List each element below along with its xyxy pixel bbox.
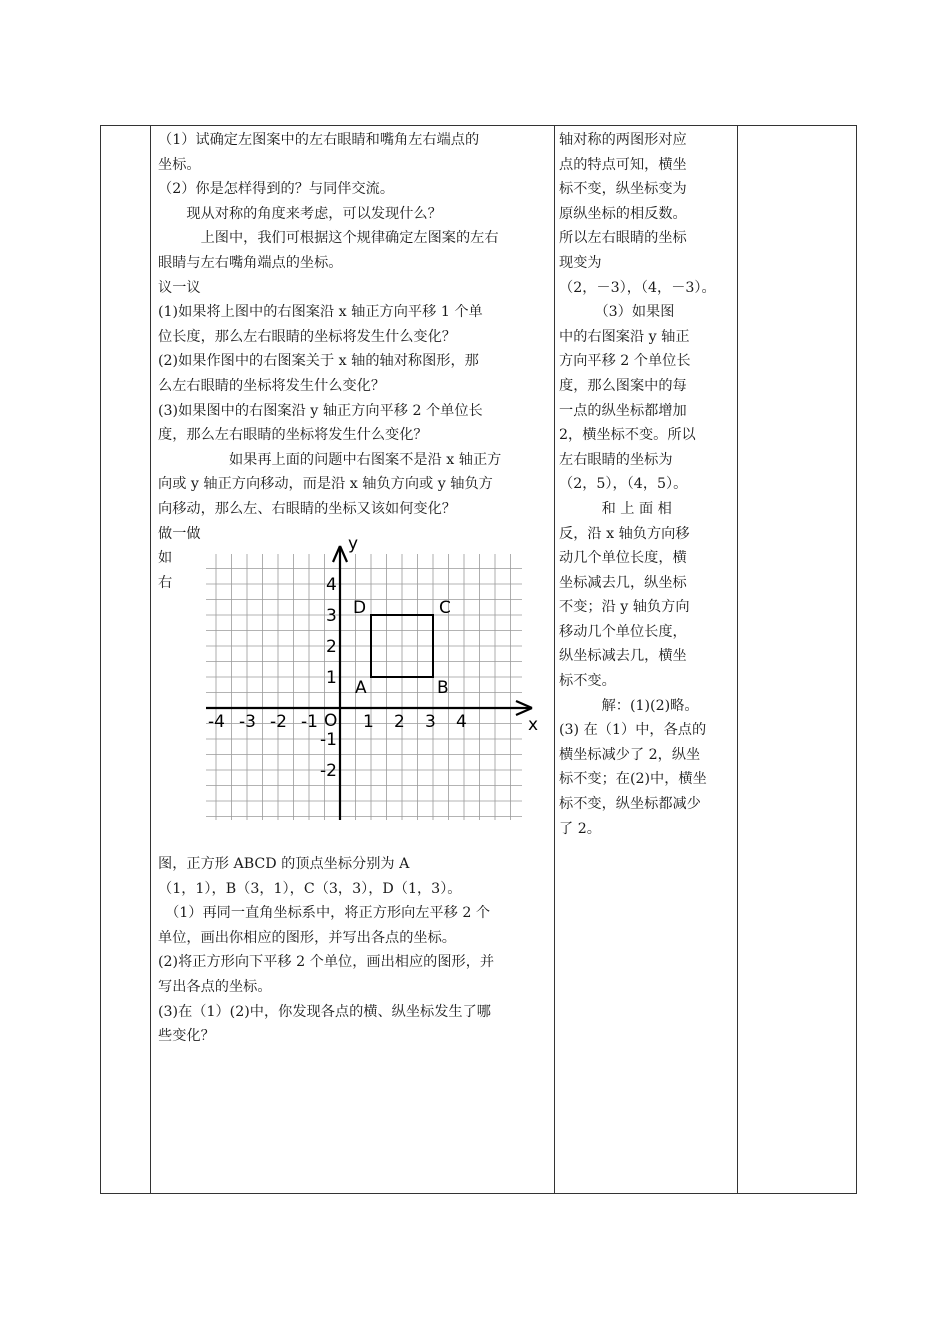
paragraph-line: 些变化？ (158, 1028, 215, 1045)
paragraph-line: （1）再同一直角坐标系中，将正方形向左平移 2 个 (158, 905, 491, 922)
answer-line: 横坐标减少了 2，纵坐 (559, 746, 701, 763)
x-tick-label: 4 (456, 712, 467, 733)
answer-line: 中的右图案沿 y 轴正 (559, 328, 690, 345)
paragraph-line: 坐标。 (158, 156, 201, 173)
y-tick-label: 3 (326, 606, 337, 627)
paragraph-line: 向移动，那么左、右眼睛的坐标又该如何变化？ (158, 500, 456, 517)
graph-row (158, 534, 546, 852)
paragraph-line: (3)如果图中的右图案沿 y 轴正方向平移 2 个单位长 (158, 402, 483, 419)
paragraph-line: 眼睛与左右嘴角端点的坐标。 (158, 254, 343, 271)
answer-line: 了 2。 (559, 820, 601, 837)
column-divider-3 (737, 126, 738, 1193)
x-tick-label: 3 (425, 712, 436, 733)
answer-line: 标不变；在(2)中，横坐 (559, 771, 707, 788)
coordinate-graph (206, 534, 539, 850)
paragraph-line: 么左右眼睛的坐标将发生什么变化？ (158, 377, 386, 394)
lesson-table (100, 125, 857, 1194)
x-tick-label: -3 (239, 712, 256, 733)
answer-line: 反，沿 x 轴负方向移 (559, 525, 690, 542)
answer-line: （2，5），（4，5）。 (559, 476, 688, 493)
paragraph-line: (1)如果将上图中的右图案沿 x 轴正方向平移 1 个单 (158, 304, 483, 321)
answer-line: 左右眼睛的坐标为 (559, 451, 673, 468)
y-tick-label: 2 (326, 637, 337, 658)
answer-line: 移动几个单位长度， (559, 623, 687, 640)
answer-line: 坐标减去几，纵坐标 (559, 574, 687, 591)
answer-line: 标不变，纵坐标都减少 (559, 796, 701, 813)
answer-line: 所以左右眼睛的坐标 (559, 230, 687, 247)
answer-line: 标不变，纵坐标变为 (559, 181, 687, 198)
x-tick-label: 1 (363, 712, 374, 733)
main-text-bottom (158, 852, 546, 1049)
paragraph-line: (2)将正方形向下平移 2 个单位，画出相应的图形，并 (158, 954, 495, 971)
answer-line: 轴对称的两图形对应 (559, 132, 687, 148)
answer-line: 解：(1)(2)略。 (559, 697, 699, 714)
wrapped-text-left-of-graph (158, 546, 172, 595)
paragraph-line: （1，1），B（3，1），C（3，3），D（1，3）。 (158, 880, 462, 897)
x-tick-label: -4 (208, 712, 225, 733)
x-axis-label: x (528, 715, 539, 736)
x-tick-label: -1 (301, 712, 318, 733)
paragraph-line: 度，那么左右眼睛的坐标将发生什么变化？ (158, 427, 428, 444)
paragraph-line: 右 (158, 574, 173, 591)
answer-line: 标不变。 (559, 673, 616, 690)
answer-line: 2，横坐标不变。所以 (559, 427, 696, 444)
answer-line: 动几个单位长度，横 (559, 550, 687, 567)
answer-line: 方向平移 2 个单位长 (559, 353, 691, 370)
paragraph-line: 上图中，我们可根据这个规律确定左图案的左右 (158, 230, 499, 247)
paragraph-line: 向或 y 轴正方向移动，而是沿 x 轴负方向或 y 轴负方 (158, 476, 493, 493)
answer-line: 度，那么图案中的每 (559, 377, 687, 394)
vertex-label-b: B (437, 678, 449, 699)
vertex-label-d: D (353, 598, 367, 619)
vertex-label-a: A (355, 678, 367, 699)
paragraph-line: 议一议 (158, 279, 201, 296)
paragraph-line: 图，正方形 ABCD 的顶点坐标分别为 A (158, 856, 410, 873)
paragraph-line: 如果再上面的问题中右图案不是沿 x 轴正方 (158, 451, 502, 468)
answer-line: 点的特点可知，横坐 (559, 156, 687, 173)
vertex-label-c: C (439, 598, 451, 619)
origin-label: O (324, 711, 338, 732)
paragraph-line: (3)在（1）(2)中，你发现各点的横、纵坐标发生了哪 (158, 1003, 491, 1020)
paragraph-line: (2)如果作图中的右图案关于 x 轴的轴对称图形，那 (158, 353, 479, 370)
paragraph-line: （1）试确定左图案中的左右眼睛和嘴角左右端点的 (158, 132, 480, 148)
answer-line: （3）如果图 (559, 304, 675, 321)
paragraph-line: 写出各点的坐标。 (158, 979, 272, 996)
answer-line: 现变为 (559, 254, 602, 271)
answer-line: 一点的纵坐标都增加 (559, 402, 687, 419)
answer-column (554, 126, 737, 841)
y-tick-label: -2 (320, 761, 337, 782)
answer-line: (3) 在（1）中，各点的 (559, 722, 707, 739)
answer-text (559, 128, 733, 841)
y-tick-label: 4 (326, 575, 337, 596)
answer-line: （2，－3），（4，－3）。 (559, 279, 716, 296)
paragraph-line: 单位，画出你相应的图形，并写出各点的坐标。 (158, 929, 456, 946)
main-content-column (150, 126, 554, 1049)
y-tick-label: -1 (320, 730, 337, 751)
y-tick-label: 1 (326, 668, 337, 689)
answer-line: 不变；沿 y 轴负方向 (559, 599, 690, 616)
x-tick-label: -2 (270, 712, 287, 733)
answer-line: 原纵坐标的相反数。 (559, 205, 687, 222)
paragraph-line: （2）你是怎样得到的？与同伴交流。 (158, 181, 395, 198)
paragraph-line: 现从对称的角度来考虑，可以发现什么？ (158, 205, 442, 222)
x-tick-label: 2 (394, 712, 405, 733)
paragraph-line: 如 (158, 550, 173, 567)
answer-line: 和 上 面 相 (559, 500, 672, 517)
main-text-top (158, 128, 546, 546)
paragraph-line: 位长度，那么左右眼睛的坐标将发生什么变化？ (158, 328, 456, 345)
answer-line: 纵坐标减去几，横坐 (559, 648, 687, 665)
y-axis-label: y (348, 534, 359, 555)
paragraph-line: 做一做 (158, 525, 201, 542)
